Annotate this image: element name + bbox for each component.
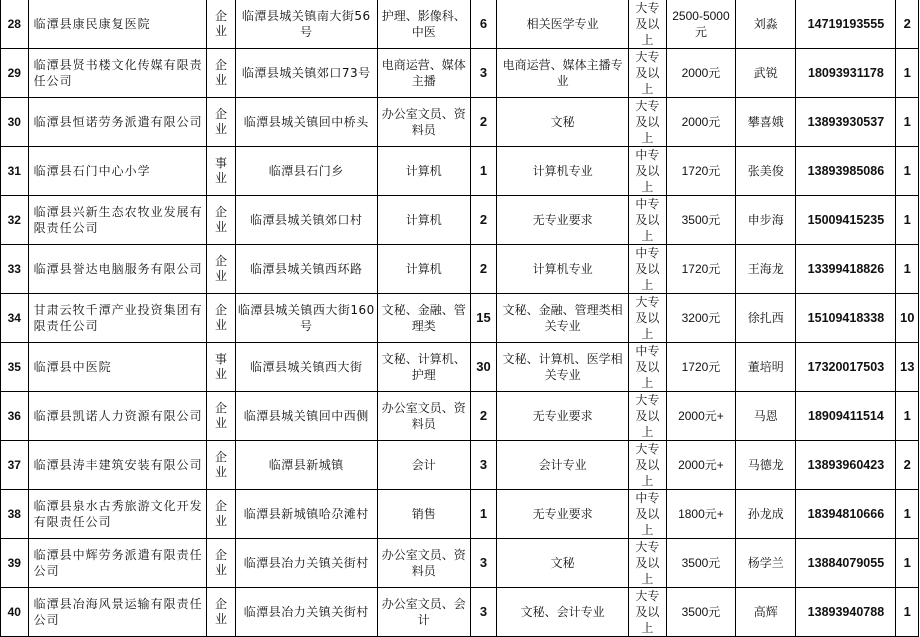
extra-count: 1	[896, 98, 919, 147]
salary: 3500元	[666, 539, 735, 588]
company-name: 临潭县恒诺劳务派遣有限公司	[28, 98, 207, 147]
row-number: 36	[1, 392, 29, 441]
extra-count: 13	[896, 343, 919, 392]
company-name: 临潭县凯诺人力资源有限公司	[28, 392, 207, 441]
salary: 2500-5000元	[666, 0, 735, 49]
education-requirement: 大专及以上	[628, 539, 666, 588]
hire-count: 2	[470, 196, 497, 245]
unit-type: 企业	[207, 490, 236, 539]
extra-count: 1	[896, 539, 919, 588]
row-number: 28	[1, 0, 29, 49]
company-address: 临潭县城关镇郊口村	[235, 196, 377, 245]
contact-person: 徐扎西	[736, 294, 796, 343]
company-address: 临潭县城关镇西大街160号	[235, 294, 377, 343]
contact-person: 高辉	[736, 588, 796, 637]
major-requirement: 无专业要求	[497, 490, 629, 539]
contact-person: 董培明	[736, 343, 796, 392]
contact-phone: 13884079055	[796, 539, 896, 588]
education-requirement: 大专及以上	[628, 294, 666, 343]
unit-type: 企业	[207, 98, 236, 147]
salary: 3200元	[666, 294, 735, 343]
hire-count: 2	[470, 98, 497, 147]
job-position: 计算机	[377, 245, 470, 294]
company-address: 临潭县新城镇	[235, 441, 377, 490]
company-name: 临潭县冶海风景运输有限责任公司	[28, 588, 207, 637]
salary: 2000元+	[666, 392, 735, 441]
contact-person: 武锐	[736, 49, 796, 98]
extra-count: 2	[896, 0, 919, 49]
company-address: 临潭县新城镇哈尕滩村	[235, 490, 377, 539]
unit-type: 企业	[207, 294, 236, 343]
table-row	[1, 196, 919, 245]
hire-count: 3	[470, 539, 497, 588]
major-requirement: 计算机专业	[497, 147, 629, 196]
hire-count: 15	[470, 294, 497, 343]
education-requirement: 中专及以上	[628, 490, 666, 539]
salary: 2000元+	[666, 441, 735, 490]
contact-phone: 18093931178	[796, 49, 896, 98]
extra-count: 1	[896, 245, 919, 294]
education-requirement: 大专及以上	[628, 98, 666, 147]
job-position: 办公室文员、资料员	[377, 539, 470, 588]
row-number: 40	[1, 588, 29, 637]
company-name: 临潭县兴新生态农牧业发展有限责任公司	[28, 196, 207, 245]
company-address: 临潭县城关镇南大街56号	[235, 0, 377, 49]
unit-type: 企业	[207, 245, 236, 294]
contact-phone: 15109418338	[796, 294, 896, 343]
major-requirement: 会计专业	[497, 441, 629, 490]
contact-phone: 13893985086	[796, 147, 896, 196]
contact-phone: 17320017503	[796, 343, 896, 392]
salary: 1720元	[666, 245, 735, 294]
job-position: 办公室文员、资料员	[377, 98, 470, 147]
salary: 3500元	[666, 588, 735, 637]
contact-phone: 13893930537	[796, 98, 896, 147]
company-address: 临潭县城关镇回中西侧	[235, 392, 377, 441]
major-requirement: 文秘	[497, 98, 629, 147]
extra-count: 1	[896, 49, 919, 98]
major-requirement: 计算机专业	[497, 245, 629, 294]
education-requirement: 中专及以上	[628, 245, 666, 294]
salary: 1720元	[666, 343, 735, 392]
job-position: 文秘、计算机、护理	[377, 343, 470, 392]
salary: 2000元	[666, 49, 735, 98]
extra-count: 1	[896, 196, 919, 245]
hire-count: 2	[470, 245, 497, 294]
hire-count: 1	[470, 490, 497, 539]
unit-type: 企业	[207, 392, 236, 441]
hire-count: 6	[470, 0, 497, 49]
unit-type: 企业	[207, 441, 236, 490]
hire-count: 3	[470, 441, 497, 490]
contact-person: 申步海	[736, 196, 796, 245]
table-row	[1, 343, 919, 392]
job-position: 计算机	[377, 147, 470, 196]
table-row	[1, 490, 919, 539]
education-requirement: 中专及以上	[628, 196, 666, 245]
job-position: 销售	[377, 490, 470, 539]
row-number: 34	[1, 294, 29, 343]
major-requirement: 无专业要求	[497, 196, 629, 245]
row-number: 33	[1, 245, 29, 294]
extra-count: 1	[896, 588, 919, 637]
table-row	[1, 588, 919, 637]
major-requirement: 文秘	[497, 539, 629, 588]
company-name: 临潭县石门中心小学	[28, 147, 207, 196]
contact-person: 王海龙	[736, 245, 796, 294]
extra-count: 2	[896, 441, 919, 490]
unit-type: 企业	[207, 539, 236, 588]
education-requirement: 大专及以上	[628, 588, 666, 637]
table-row	[1, 392, 919, 441]
job-position: 办公室文员、资料员	[377, 392, 470, 441]
major-requirement: 电商运营、媒体主播专业	[497, 49, 629, 98]
row-number: 29	[1, 49, 29, 98]
table-row	[1, 441, 919, 490]
unit-type: 企业	[207, 49, 236, 98]
major-requirement: 文秘、会计专业	[497, 588, 629, 637]
unit-type: 企业	[207, 196, 236, 245]
company-address: 临潭县城关镇西大街	[235, 343, 377, 392]
company-name: 临潭县中辉劳务派遣有限责任公司	[28, 539, 207, 588]
table-row	[1, 0, 919, 49]
company-name: 甘肃云牧千潭产业投资集团有限责任公司	[28, 294, 207, 343]
company-name: 临潭县康民康复医院	[28, 0, 207, 49]
job-position: 电商运营、媒体主播	[377, 49, 470, 98]
contact-person: 马恩	[736, 392, 796, 441]
company-address: 临潭县石门乡	[235, 147, 377, 196]
contact-phone: 14719193555	[796, 0, 896, 49]
education-requirement: 中专及以上	[628, 343, 666, 392]
contact-phone: 15009415235	[796, 196, 896, 245]
contact-phone: 18394810666	[796, 490, 896, 539]
row-number: 38	[1, 490, 29, 539]
unit-type: 企业	[207, 0, 236, 49]
contact-person: 攀喜娥	[736, 98, 796, 147]
job-position: 计算机	[377, 196, 470, 245]
table-row	[1, 245, 919, 294]
row-number: 30	[1, 98, 29, 147]
hire-count: 3	[470, 49, 497, 98]
row-number: 31	[1, 147, 29, 196]
major-requirement: 文秘、金融、管理类相关专业	[497, 294, 629, 343]
row-number: 39	[1, 539, 29, 588]
job-position: 办公室文员、会计	[377, 588, 470, 637]
contact-phone: 18909411514	[796, 392, 896, 441]
contact-person: 张美俊	[736, 147, 796, 196]
row-number: 32	[1, 196, 29, 245]
salary: 1720元	[666, 147, 735, 196]
table-row	[1, 98, 919, 147]
company-address: 临潭县冶力关镇关街村	[235, 588, 377, 637]
hire-count: 3	[470, 588, 497, 637]
major-requirement: 相关医学专业	[497, 0, 629, 49]
education-requirement: 大专及以上	[628, 392, 666, 441]
contact-phone: 13399418826	[796, 245, 896, 294]
company-name: 临潭县涛丰建筑安装有限公司	[28, 441, 207, 490]
contact-person: 刘淼	[736, 0, 796, 49]
unit-type: 企业	[207, 588, 236, 637]
company-address: 临潭县冶力关镇关街村	[235, 539, 377, 588]
education-requirement: 大专及以上	[628, 49, 666, 98]
extra-count: 1	[896, 490, 919, 539]
table-body	[1, 0, 919, 637]
table-row	[1, 147, 919, 196]
company-name: 临潭县泉水古秀旅游文化开发有限责任公司	[28, 490, 207, 539]
contact-person: 孙龙成	[736, 490, 796, 539]
contact-phone: 13893960423	[796, 441, 896, 490]
unit-type: 事业	[207, 147, 236, 196]
unit-type: 事业	[207, 343, 236, 392]
salary: 3500元	[666, 196, 735, 245]
salary: 2000元	[666, 98, 735, 147]
education-requirement: 大专及以上	[628, 0, 666, 49]
extra-count: 1	[896, 147, 919, 196]
job-position: 文秘、金融、管理类	[377, 294, 470, 343]
company-name: 临潭县中医院	[28, 343, 207, 392]
table-row	[1, 294, 919, 343]
company-name: 临潭县誉达电脑服务有限公司	[28, 245, 207, 294]
extra-count: 1	[896, 392, 919, 441]
company-address: 临潭县城关镇郊口73号	[235, 49, 377, 98]
job-position: 护理、影像科、中医	[377, 0, 470, 49]
major-requirement: 文秘、计算机、医学相关专业	[497, 343, 629, 392]
contact-person: 杨学兰	[736, 539, 796, 588]
hire-count: 2	[470, 392, 497, 441]
extra-count: 10	[896, 294, 919, 343]
contact-person: 马德龙	[736, 441, 796, 490]
company-address: 临潭县城关镇回中桥头	[235, 98, 377, 147]
major-requirement: 无专业要求	[497, 392, 629, 441]
job-position: 会计	[377, 441, 470, 490]
salary: 1800元+	[666, 490, 735, 539]
company-name: 临潭县贤书楼文化传媒有限责任公司	[28, 49, 207, 98]
table-row	[1, 49, 919, 98]
row-number: 37	[1, 441, 29, 490]
table-row	[1, 539, 919, 588]
company-address: 临潭县城关镇西环路	[235, 245, 377, 294]
contact-phone: 13893940788	[796, 588, 896, 637]
hire-count: 30	[470, 343, 497, 392]
row-number: 35	[1, 343, 29, 392]
hire-count: 1	[470, 147, 497, 196]
education-requirement: 大专及以上	[628, 441, 666, 490]
education-requirement: 中专及以上	[628, 147, 666, 196]
